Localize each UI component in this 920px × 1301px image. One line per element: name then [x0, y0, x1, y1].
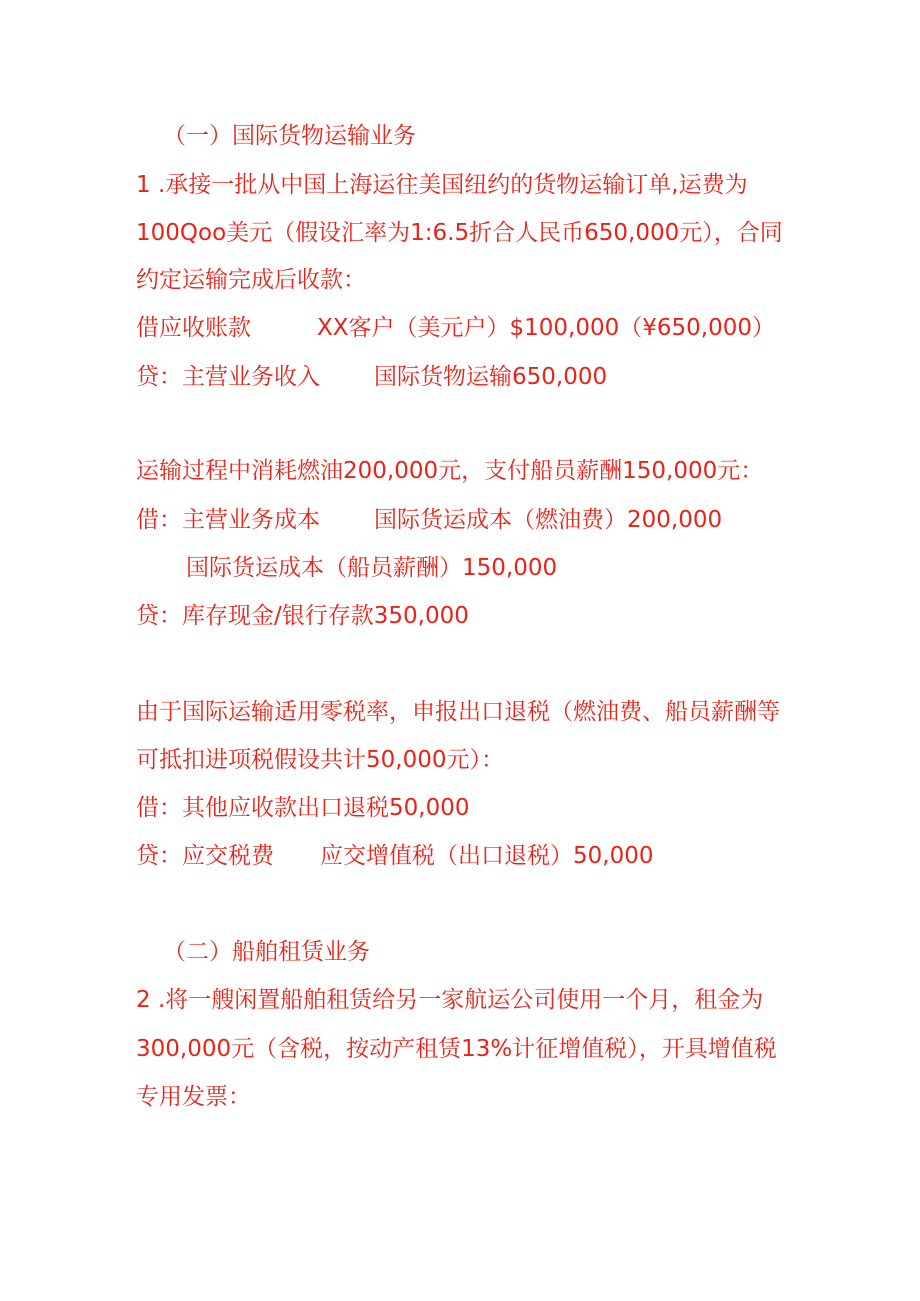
entry-1-debit-detail: XX客户（美元户）$100,000（¥650,000）: [317, 315, 776, 341]
section-2-heading: （二）船舶租赁业务: [163, 939, 370, 965]
entry-1-credit: [136, 362, 607, 392]
entry-2-debit-detail-1: 国际货运成本（燃油费）200,000: [374, 507, 723, 533]
entry-1-credit-account: 贷：主营业务收入: [136, 364, 320, 390]
entry-1-credit-detail: 国际货物运输650,000: [374, 364, 608, 390]
entry-1-debit: [136, 313, 775, 343]
entry-2-debit: [136, 505, 722, 535]
cost-intro: 运输过程中消耗燃油200,000元，支付船员薪酬150,000元：: [136, 458, 764, 484]
entry-2-debit-detail-2: 国际货运成本（船员薪酬）150,000: [186, 555, 558, 581]
section-1-heading: （一）国际货物运输业务: [163, 123, 416, 149]
item-1-line-1: 1 .承接一批从中国上海运往美国纽约的货物运输订单,运费为: [136, 172, 748, 198]
entry-3-debit: 借：其他应收款出口退税50,000: [136, 795, 470, 821]
entry-3-credit-account: 贷：应交税费: [136, 843, 274, 869]
entry-3-credit: [136, 841, 653, 871]
item-1-line-3: 约定运输完成后收款：: [136, 267, 366, 293]
entry-1-debit-account: 借应收账款: [136, 315, 251, 341]
tax-intro-line-2: 可抵扣进项税假设共计50,000元）：: [136, 747, 504, 773]
entry-2-debit-account: 借：主营业务成本: [136, 507, 320, 533]
entry-2-credit: 贷：库存现金/银行存款350,000: [136, 603, 469, 629]
item-2-line-1: 2 .将一艘闲置船舶租赁给另一家航运公司使用一个月，租金为: [136, 987, 764, 1013]
item-2-line-3: 专用发票：: [136, 1084, 251, 1110]
item-1-line-2: 100Qoo美元（假设汇率为1:6.5折合人民币650,000元），合同: [136, 220, 783, 246]
item-2-line-2: 300,000元（含税，按动产租赁13%计征增值税），开具增值税: [136, 1036, 777, 1062]
entry-3-credit-detail: 应交增值税（出口退税）50,000: [320, 843, 654, 869]
tax-intro-line-1: 由于国际运输适用零税率，申报出口退税（燃油费、船员薪酬等: [136, 699, 780, 725]
